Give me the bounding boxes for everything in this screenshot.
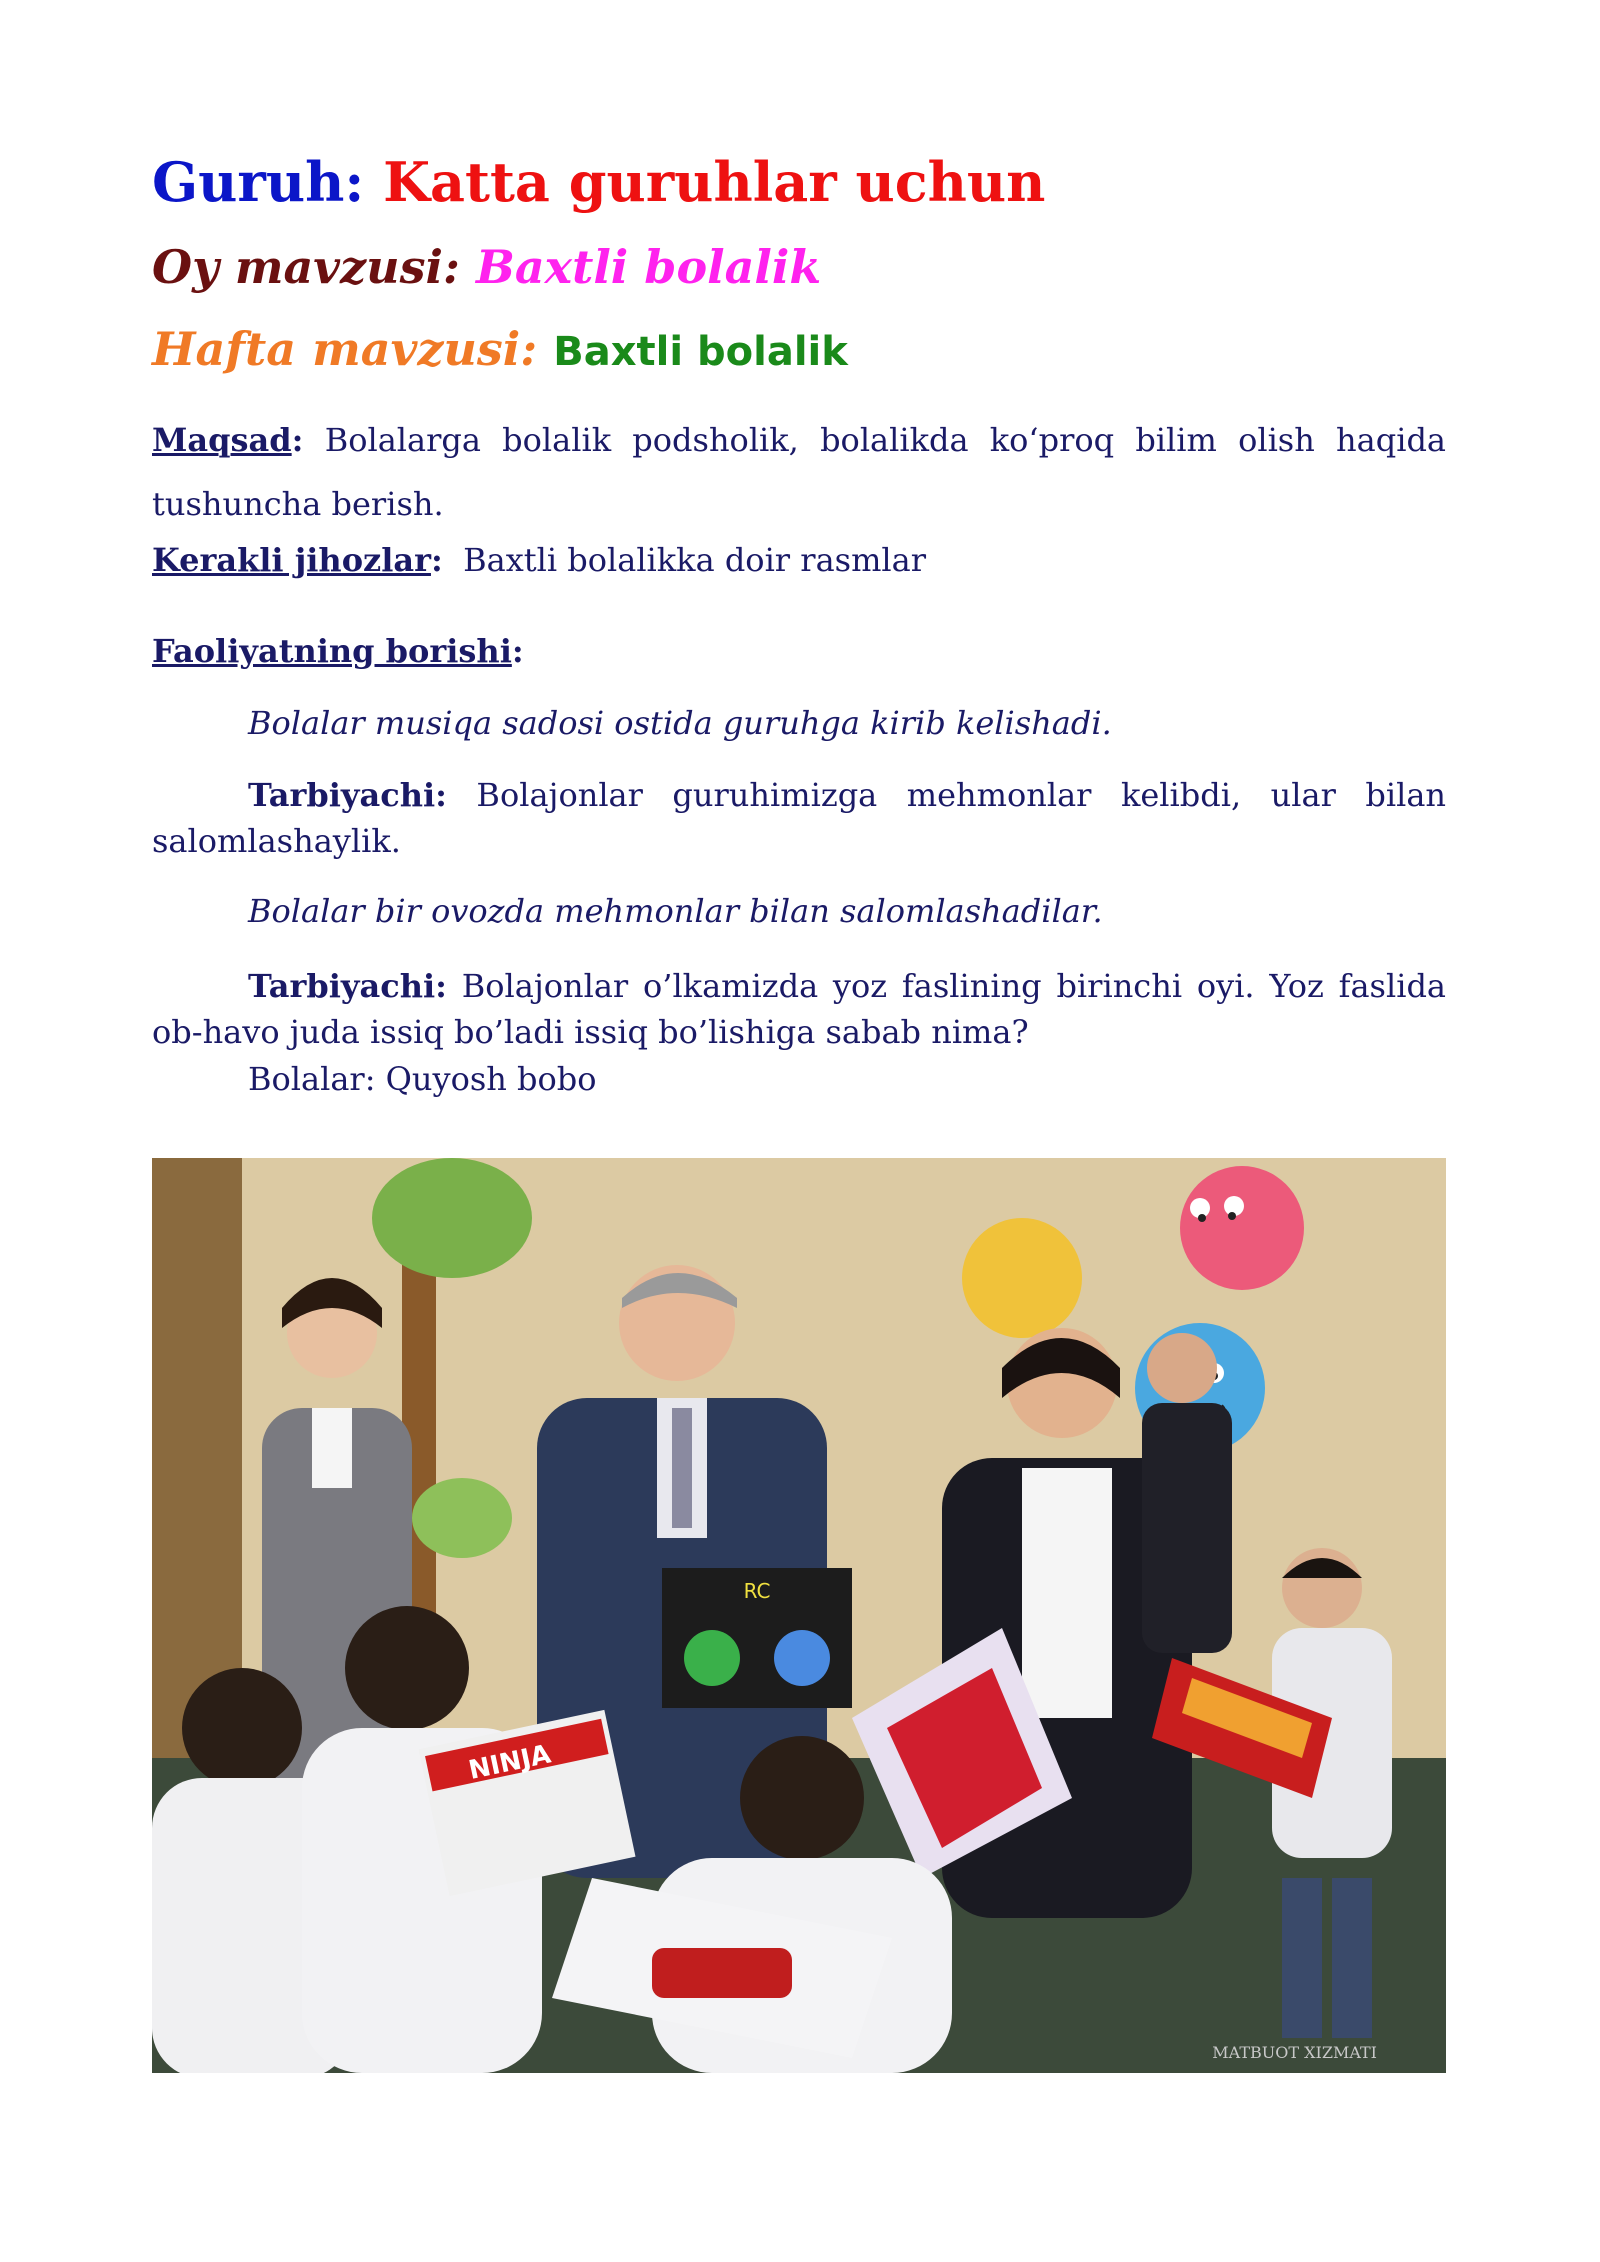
speaker-text: Bolajonlar guruhimizga mehmonlar kelibdi, ular bilan salomlashaylik. (152, 776, 1447, 860)
speaker-label: Tarbiyachi: (248, 776, 447, 814)
photo-illustration (152, 1158, 1446, 2073)
activity-line-2 (152, 772, 1446, 864)
activity-line-3: Bolalar bir ovozda mehmonlar bilan salomlashadilar. (248, 892, 1103, 930)
equipment-text: Baxtli bolalikka doir rasmlar (463, 541, 927, 579)
toy-box-ninja-label: NINJA (466, 1739, 554, 1787)
week-topic-heading (152, 322, 848, 376)
week-topic-key: Hafta mavzusi: (152, 322, 538, 376)
activity-line-1: Bolalar musiqa sadosi ostida guruhga kirib kelishadi. (248, 704, 1112, 742)
toy-box-rc-label: RC (743, 1579, 771, 1603)
month-topic-key: Oy mavzusi: (152, 240, 460, 294)
equipment-paragraph: Kerakli jihozlar: Baxtli bolalikka doir rasmlar (152, 541, 927, 579)
month-topic-value: Baxtli bolalik (475, 240, 822, 294)
activity-line-4 (152, 963, 1446, 1055)
goal-paragraph: Maqsad: Bolalarga bolalik podsholik, bolalikda ko‘proq bilim olish haqida tushuncha berish. (152, 421, 1447, 523)
tree-leaves (372, 1158, 532, 1278)
photo-watermark: MATBUOT XIZMATI (1212, 2043, 1377, 2062)
goal-text: Bolalarga bolalik podsholik, bolalikda ko‘proq bilim olish haqida tushuncha berish. (152, 421, 1447, 523)
balloon-pink (1180, 1166, 1304, 1290)
activity-label: Faoliyatning borishi (152, 632, 512, 670)
week-topic-value: Baxtli bolalik (553, 329, 848, 375)
balloon-yellow (962, 1218, 1082, 1338)
group-value: Katta guruhlar uchun (383, 150, 1046, 214)
speaker-label: Tarbiyachi: (248, 967, 447, 1005)
activity-heading: Faoliyatning borishi: (152, 632, 524, 670)
classroom-photo (152, 1158, 1446, 2073)
equipment-label: Kerakli jihozlar (152, 541, 431, 579)
month-topic-heading (152, 240, 821, 294)
group-key: Guruh: (152, 150, 365, 214)
group-heading (152, 150, 1045, 214)
activity-line-5: Bolalar: Quyosh bobo (248, 1060, 597, 1098)
goal-label: Maqsad (152, 421, 292, 459)
speaker-text: Bolajonlar o’lkamizda yoz faslining birinchi oyi. Yoz faslida ob-havo juda issiq bo’ladi issiq bo’lishiga sabab nima? (152, 967, 1447, 1051)
